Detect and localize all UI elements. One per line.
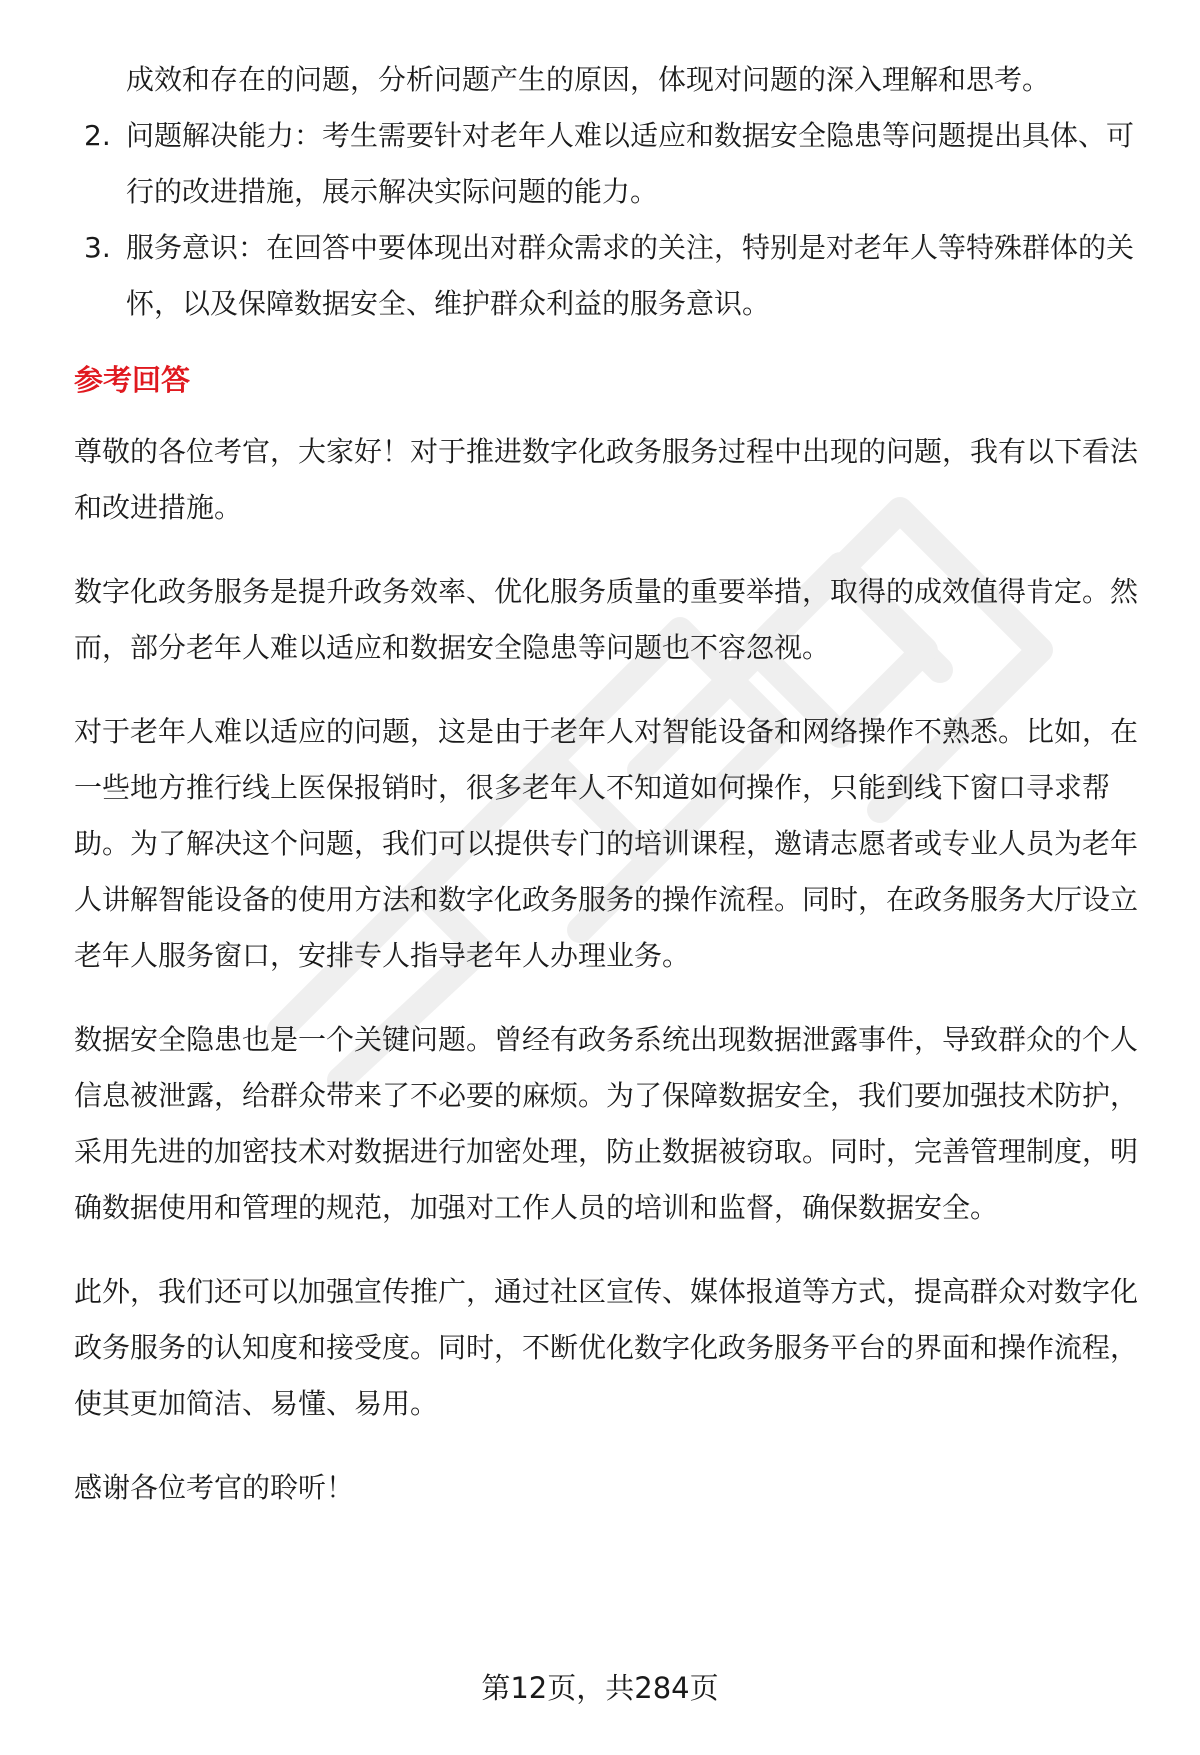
answer-paragraph-greeting: 尊敬的各位考官，大家好！对于推进数字化政务服务过程中出现的问题，我有以下看法和改进措施。 [74, 435, 1139, 524]
reference-answer-heading: 参考回答 [74, 363, 191, 397]
answer-paragraph-promotion: 此外，我们还可以加强宣传推广，通过社区宣传、媒体报道等方式，提高群众对数字化政务服务的认知度和接受度。同时，不断优化数字化政务服务平台的界面和操作流程，使其更加简洁、易懂、易用。 [74, 1275, 1139, 1420]
list-number: 2. [84, 119, 111, 152]
page-indicator: 第12页，共284页 [481, 1671, 719, 1705]
answer-paragraph-closing: 感谢各位考官的聆听！ [74, 1471, 355, 1504]
list-item-text: 问题解决能力：考生需要针对老年人难以适应和数据安全隐患等问题提出具体、可行的改进措施，展示解决实际问题的能力。 [126, 119, 1135, 208]
answer-paragraph-elderly: 对于老年人难以适应的问题，这是由于老年人对智能设备和网络操作不熟悉。比如，在一些地方推行线上医保报销时，很多老年人不知道如何操作，只能到线下窗口寻求帮助。为了解决这个问题，我们可以提供专门的培训课程，邀请志愿者或专业人员为老年人讲解智能设备的使用方法和数字化政务服务的操作流程。同时，在政务服务大厅设立老年人服务窗口，安排专人指导老年人办理业务。 [74, 715, 1139, 972]
answer-paragraph-data-security: 数据安全隐患也是一个关键问题。曾经有政务系统出现数据泄露事件，导致群众的个人信息被泄露，给群众带来了不必要的麻烦。为了保障数据安全，我们要加强技术防护，采用先进的加密技术对数据进行加密处理，防止数据被窃取。同时，完善管理制度，明确数据使用和管理的规范，加强对工作人员的培训和监督，确保数据安全。 [74, 1023, 1139, 1224]
answer-paragraph-overview: 数字化政务服务是提升政务效率、优化服务质量的重要举措，取得的成效值得肯定。然而，部分老年人难以适应和数据安全隐患等问题也不容忽视。 [74, 575, 1139, 664]
document-body [74, 52, 1144, 1544]
criteria-list [74, 52, 1144, 332]
criteria-item-1-continuation: 成效和存在的问题，分析问题产生的原因，体现对问题的深入理解和思考。 [126, 63, 1051, 96]
criteria-item-2 [74, 108, 1144, 220]
list-item-text: 服务意识：在回答中要体现出对群众需求的关注，特别是对老年人等特殊群体的关怀，以及保障数据安全、维护群众利益的服务意识。 [126, 231, 1135, 320]
criteria-item-3 [74, 220, 1144, 332]
list-number: 3. [84, 231, 111, 264]
